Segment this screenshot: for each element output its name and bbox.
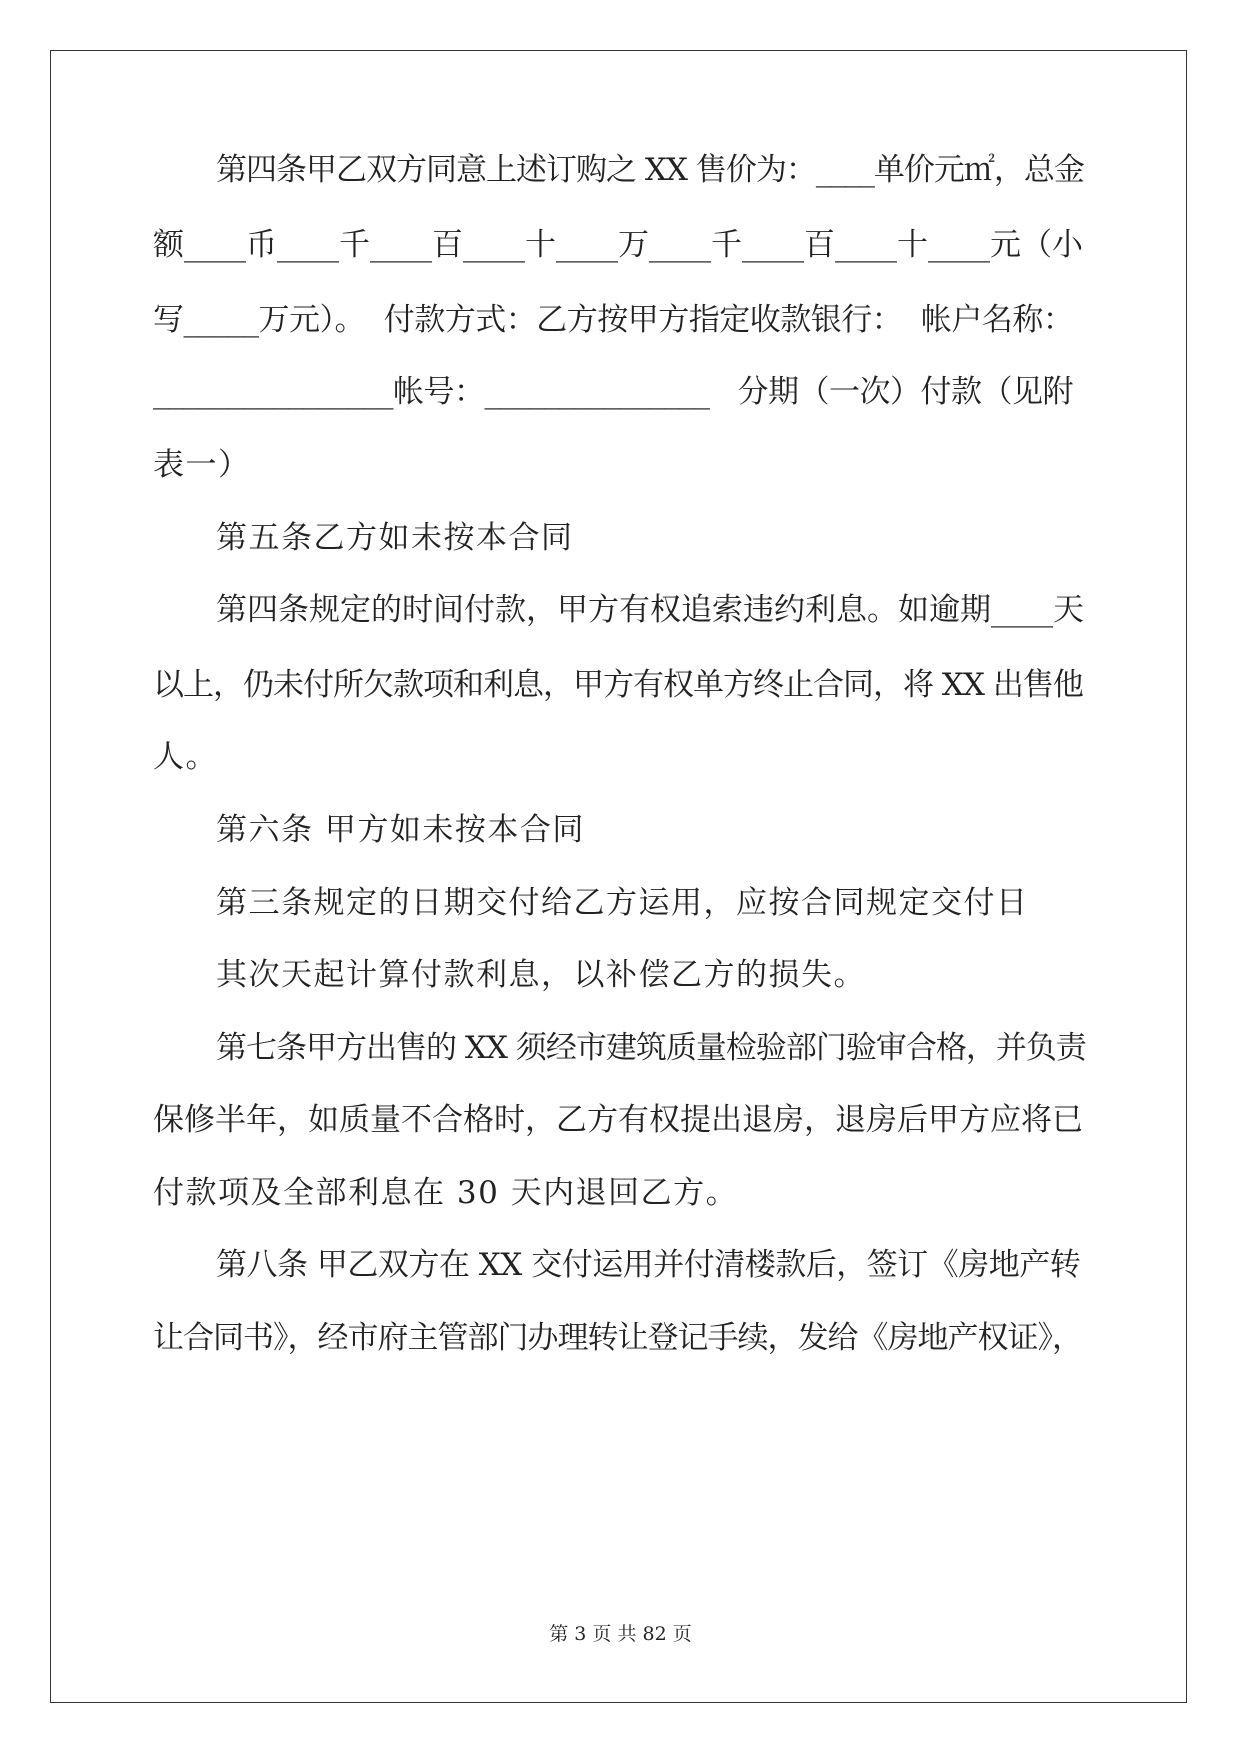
text-line: 额____币____千____百____十____万____千____百____十____元（小: [153, 227, 1083, 263]
text-line: 第七条甲方出售的 XX 须经市建筑质量检验部门验审合格，并负责: [216, 1030, 1086, 1066]
text-line: ________________帐号：_______________ 分期（一次）付款（见附: [153, 374, 1074, 410]
text-line: 人。: [153, 739, 218, 775]
page-border: [50, 50, 1187, 1703]
text-line: 写_____万元）。 付款方式：乙方按甲方指定收款银行： 帐户名称：: [153, 302, 1074, 338]
text-line: 第六条 甲方如未按本合同: [216, 812, 585, 848]
text-line: 第三条规定的日期交付给乙方运用，应按合同规定交付日: [216, 885, 1029, 921]
text-line: 第八条 甲乙双方在 XX 交付运用并付清楼款后，签订《房地产转: [216, 1247, 1081, 1283]
text-line: 第四条甲乙双方同意上述订购之 XX 售价为：____单价元㎡，总金: [216, 152, 1084, 188]
text-line: 保修半年，如质量不合格时，乙方有权提出退房，退房后甲方应将已: [153, 1102, 1083, 1138]
text-line: 以上，仍未付所欠款项和利息，甲方有权单方终止合同，将 XX 出售他: [153, 667, 1083, 703]
text-line: 付款项及全部利息在 30 天内退回乙方。: [153, 1175, 739, 1211]
text-line: 其次天起计算付款利息，以补偿乙方的损失。: [216, 957, 866, 993]
text-line: 第四条规定的时间付款，甲方有权追索违约利息。如逾期____天: [216, 592, 1084, 628]
text-line: 让合同书》，经市府主管部门办理转让登记手续，发给《房地产权证》，: [153, 1320, 1082, 1356]
text-line: 表一）: [153, 447, 251, 483]
text-line: 第五条乙方如未按本合同: [216, 520, 574, 556]
page-number-footer: 第 3 页 共 82 页: [549, 1623, 692, 1645]
